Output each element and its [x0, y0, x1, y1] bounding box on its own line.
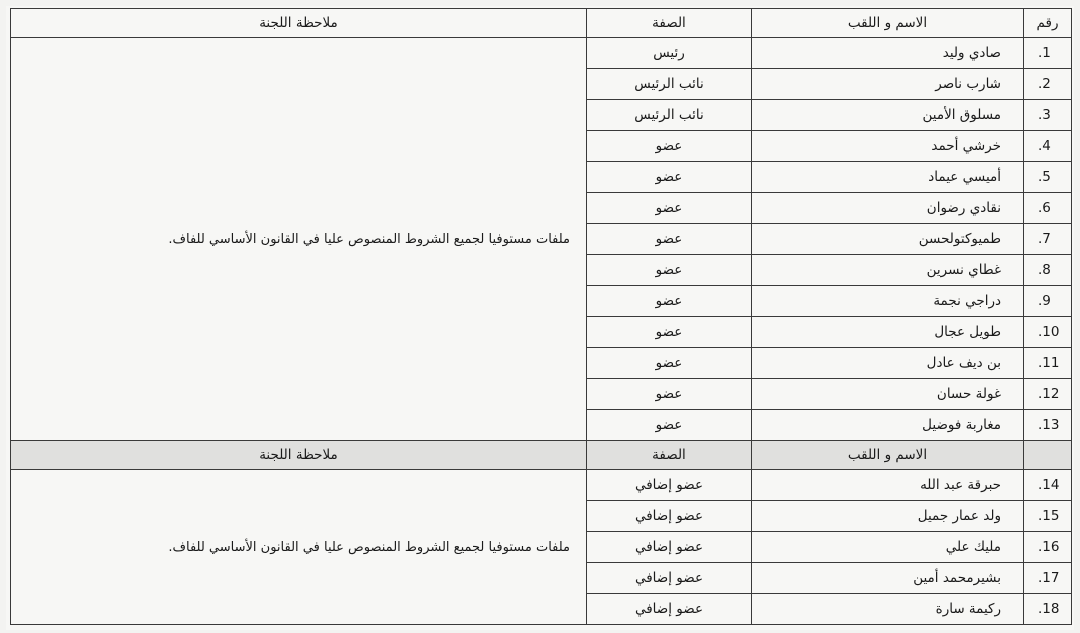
row-name: مغاربة فوضيل — [752, 410, 1024, 441]
members-table — [10, 8, 1072, 625]
section2-header-row — [11, 441, 1072, 470]
row-number: .8 — [1024, 255, 1072, 286]
row-name: غولة حسان — [752, 379, 1024, 410]
committee-note-1: ملفات مستوفيا لجميع الشروط المنصوص عليا في القانون الأساسي للفاف. — [11, 38, 587, 441]
row-number: .16 — [1024, 532, 1072, 563]
header-name: الاسم و اللقب — [752, 9, 1024, 38]
row-number: .1 — [1024, 38, 1072, 69]
table-header-row — [11, 9, 1072, 38]
row-number: .9 — [1024, 286, 1072, 317]
header-role: الصفة — [587, 9, 752, 38]
row-role: عضو — [587, 286, 752, 317]
row-name: شارب ناصر — [752, 69, 1024, 100]
row-role: عضو — [587, 410, 752, 441]
row-name: صادي وليد — [752, 38, 1024, 69]
row-number: .15 — [1024, 501, 1072, 532]
header-number-blank — [1024, 441, 1072, 470]
row-name: ولد عمار جميل — [752, 501, 1024, 532]
row-number: .14 — [1024, 470, 1072, 501]
header-note: ملاحظة اللجنة — [11, 9, 587, 38]
row-role: عضو إضافي — [587, 563, 752, 594]
row-number: .12 — [1024, 379, 1072, 410]
row-name: طميوكتولحسن — [752, 224, 1024, 255]
row-name: غطاي نسرين — [752, 255, 1024, 286]
row-name: طويل عجال — [752, 317, 1024, 348]
row-role: عضو — [587, 379, 752, 410]
row-number: .7 — [1024, 224, 1072, 255]
header-number: رقم — [1024, 9, 1072, 38]
header-note-2: ملاحظة اللجنة — [11, 441, 587, 470]
row-number: .10 — [1024, 317, 1072, 348]
row-role: نائب الرئيس — [587, 69, 752, 100]
row-name: بشيرمحمد أمين — [752, 563, 1024, 594]
row-number: .3 — [1024, 100, 1072, 131]
row-name: أميسي عيماد — [752, 162, 1024, 193]
row-number: .17 — [1024, 563, 1072, 594]
row-role: عضو إضافي — [587, 501, 752, 532]
header-name-2: الاسم و اللقب — [752, 441, 1024, 470]
row-number: .2 — [1024, 69, 1072, 100]
table-row — [11, 38, 1072, 69]
row-role: عضو إضافي — [587, 532, 752, 563]
row-role: عضو إضافي — [587, 470, 752, 501]
row-name: نقادي رضوان — [752, 193, 1024, 224]
row-number: .18 — [1024, 594, 1072, 625]
row-name: خرشي أحمد — [752, 131, 1024, 162]
row-role: عضو — [587, 131, 752, 162]
row-number: .5 — [1024, 162, 1072, 193]
row-role: عضو — [587, 317, 752, 348]
row-name: ركيمة سارة — [752, 594, 1024, 625]
document-page — [6, 6, 1074, 630]
row-number: .11 — [1024, 348, 1072, 379]
row-name: بن ديف عادل — [752, 348, 1024, 379]
row-number: .4 — [1024, 131, 1072, 162]
row-role: عضو — [587, 193, 752, 224]
row-name: مسلوق الأمين — [752, 100, 1024, 131]
row-role: نائب الرئيس — [587, 100, 752, 131]
row-role: عضو — [587, 348, 752, 379]
row-role: عضو — [587, 255, 752, 286]
row-name: دراجي نجمة — [752, 286, 1024, 317]
row-name: مليك علي — [752, 532, 1024, 563]
row-role: عضو إضافي — [587, 594, 752, 625]
row-number: .13 — [1024, 410, 1072, 441]
row-name: حبرقة عبد الله — [752, 470, 1024, 501]
row-number: .6 — [1024, 193, 1072, 224]
table-row — [11, 470, 1072, 501]
header-role-2: الصفة — [587, 441, 752, 470]
row-role: عضو — [587, 224, 752, 255]
committee-note-2: ملفات مستوفيا لجميع الشروط المنصوص عليا في القانون الأساسي للفاف. — [11, 470, 587, 625]
row-role: رئيس — [587, 38, 752, 69]
row-role: عضو — [587, 162, 752, 193]
